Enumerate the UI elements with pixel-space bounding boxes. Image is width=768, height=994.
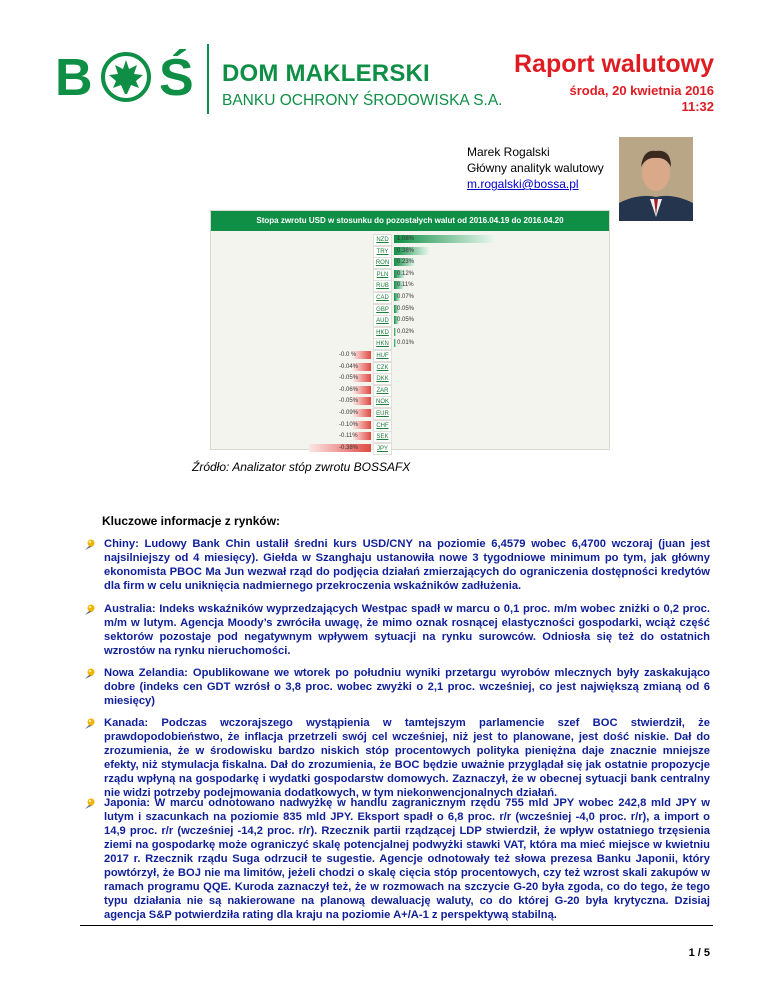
chart-row bbox=[211, 396, 609, 408]
chart-row bbox=[211, 408, 609, 420]
return-value-label: 0.07% bbox=[397, 294, 415, 300]
report-time: 11:32 bbox=[681, 99, 714, 114]
return-value-label: -0.10% bbox=[339, 421, 359, 428]
return-value-label: -0.05% bbox=[339, 375, 359, 382]
chart-row bbox=[211, 385, 609, 397]
logo-letter-s: Ś bbox=[159, 49, 194, 107]
return-value-label: -0.06% bbox=[339, 386, 359, 393]
chart-row bbox=[211, 338, 609, 350]
return-value-label: 1.08% bbox=[397, 236, 415, 242]
currency-label[interactable]: PLN bbox=[373, 269, 392, 281]
bullet-pin-icon bbox=[82, 603, 96, 617]
brand-subtitle: BANKU OCHRONY ŚRODOWISKA S.A. bbox=[222, 92, 503, 109]
currency-label[interactable]: RON bbox=[373, 257, 392, 269]
bullet-canada bbox=[82, 716, 710, 800]
bullet-new-zealand bbox=[82, 666, 710, 708]
chart-row bbox=[211, 420, 609, 432]
currency-label[interactable]: NZD bbox=[373, 234, 392, 246]
analyst-name: Marek Rogalski bbox=[467, 145, 550, 159]
bullet-australia bbox=[82, 602, 710, 658]
currency-label[interactable]: DKK bbox=[373, 373, 392, 385]
bullet-text: Nowa Zelandia: Opublikowane we wtorek po południu wyniki przetargu wyrobów mlecznych były zaskakująco dobre (indeks cen GDT wzrósł o 3,8 proc. wobec zwyżki o 2,1 proc. wcześniej, co jest największą zmianą od 6 miesięcy) bbox=[104, 667, 710, 707]
chart-row bbox=[211, 315, 609, 327]
logo-divider bbox=[207, 44, 209, 114]
chart-caption: Źródło: Analizator stóp zwrotu BOSSAFX bbox=[192, 460, 411, 474]
analyst-photo bbox=[619, 137, 693, 221]
analyst-email-link[interactable]: m.rogalski@bossa.pl bbox=[467, 177, 579, 191]
currency-label[interactable]: NOK bbox=[373, 396, 392, 408]
return-value-label: 0.12% bbox=[397, 270, 415, 277]
chart-row bbox=[211, 373, 609, 385]
chart-row bbox=[211, 246, 609, 258]
chart-row bbox=[211, 234, 609, 246]
analyst-block bbox=[467, 144, 604, 192]
returns-chart bbox=[210, 210, 610, 450]
currency-label[interactable]: GBP bbox=[373, 304, 392, 316]
analyst-portrait-icon bbox=[619, 137, 693, 221]
currency-label[interactable]: EUR bbox=[373, 408, 392, 420]
return-bar bbox=[394, 328, 396, 336]
page-number: 1 / 5 bbox=[688, 947, 710, 959]
chart-row bbox=[211, 292, 609, 304]
return-value-label: 0.38% bbox=[397, 247, 415, 254]
currency-label[interactable]: HKN bbox=[373, 338, 392, 350]
bullet-text: Australia: Indeks wskaźników wyprzedzających Westpac spadł w marcu o 0,1 proc. m/m wobec zniżki o 0,2 proc. m/m w lutym. Agencja Moody’s zwróciła uwagę, że mimo oznak rosnącej elastyczności gospodarki, wciąż część sektorów pozostaje pod negatywnym wpływem sytuacji na rynku surowców. Odniosła się też do ostatnich wzrostów na rynku nieruchomości. bbox=[104, 603, 710, 657]
return-value-label: 0.05% bbox=[397, 317, 415, 324]
return-value-label: 0.01% bbox=[397, 340, 415, 347]
return-value-label: -0.38% bbox=[339, 444, 359, 451]
currency-label[interactable]: CAD bbox=[373, 292, 392, 304]
chart-title bbox=[211, 211, 609, 231]
return-value-label: 0.23% bbox=[397, 259, 415, 266]
currency-label[interactable]: ZAR bbox=[373, 385, 392, 397]
footer-rule bbox=[80, 925, 713, 926]
chart-row bbox=[211, 327, 609, 339]
currency-label[interactable]: HKD bbox=[373, 327, 392, 339]
return-value-label: -0.0 % bbox=[339, 352, 357, 358]
bullet-text: Chiny: Ludowy Bank Chin ustalił średni kurs USD/CNY na poziomie 6,4579 wobec 6,4700 wczoraj (juan jest najsilniejszy od 4 miesięcy). Giełda w Szanghaju ustanowiła nowe 3 tygodniowe minimum po tym, jak główny ekonomista PBOC Ma Jun wezwał rząd do podjęcia działań zmierzających do ograniczenia dostępności kredytów dla firm w celu uniknięcia nadmiernego przekroczenia wskaźników zadłużenia. bbox=[104, 538, 710, 592]
report-date: środa, 20 kwietnia 2016 bbox=[569, 83, 714, 98]
return-bar bbox=[394, 339, 396, 347]
logo-letter-b: B bbox=[55, 49, 93, 107]
chart-row bbox=[211, 269, 609, 281]
return-value-label: 0.02% bbox=[397, 328, 415, 335]
return-value-label: -0.11% bbox=[339, 433, 358, 440]
leaf-logo-icon bbox=[101, 52, 151, 102]
return-value-label: -0.04% bbox=[339, 363, 359, 370]
return-value-label: -0.05% bbox=[339, 398, 359, 405]
bos-logo bbox=[55, 48, 205, 108]
bullet-china bbox=[82, 537, 710, 593]
report-title: Raport walutowy bbox=[513, 50, 714, 78]
chart-row bbox=[211, 304, 609, 316]
bullet-pin-icon bbox=[82, 538, 96, 552]
currency-label[interactable]: RUB bbox=[373, 280, 392, 292]
currency-label[interactable]: HUF bbox=[373, 350, 392, 362]
chart-row bbox=[211, 362, 609, 374]
return-value-label: -0.09% bbox=[339, 410, 359, 416]
chart-row bbox=[211, 443, 609, 455]
currency-label[interactable]: CZK bbox=[373, 362, 392, 374]
chart-row bbox=[211, 257, 609, 269]
return-value-label: 0.11% bbox=[397, 282, 414, 289]
chart-row bbox=[211, 280, 609, 292]
chart-row bbox=[211, 350, 609, 362]
bullet-japan bbox=[82, 796, 710, 922]
currency-label[interactable]: CHF bbox=[373, 420, 392, 432]
currency-label[interactable]: JPY bbox=[373, 443, 392, 455]
bullet-pin-icon bbox=[82, 717, 96, 731]
bullet-text: Kanada: Podczas wczorajszego wystąpienia w tamtejszym parlamencie szef BOC stwierdził, że prawdopodobieństwo, że inflacja przetrzeli swój cel wcześniej, niż jest to planowane, jest dość niskie. Dał do zrozumienia, że w środowisku bardzo niskich stóp procentowych polityka pieniężna daje znacznie mniejsze efekty, niż stymulacja fiskalna. Dał do zrozumienia, że BOC będzie uważnie przyglądał się jak ostatnie propozycje rządu wpłyną na gospodarkę i wydatki gospodarstw domowych. Zaznaczył, że w obecnej sytuacji bank centralny nie widzi potrzeby podejmowania dodatkowych, w tym niekonwencjonalnych działań. bbox=[104, 717, 710, 799]
return-value-label: 0.05% bbox=[397, 305, 415, 312]
currency-label[interactable]: AUD bbox=[373, 315, 392, 327]
currency-label[interactable]: SEK bbox=[373, 431, 392, 443]
currency-label[interactable]: TRY bbox=[373, 246, 392, 258]
section-title: Kluczowe informacje z rynków: bbox=[102, 514, 281, 528]
chart-row bbox=[211, 431, 609, 443]
chart-title-text: Stopa zwrotu USD w stosunku do pozostałych walut od 2016.04.19 do 2016.04.20 bbox=[256, 216, 564, 225]
analyst-role: Główny analityk walutowy bbox=[467, 161, 604, 175]
bullet-text: Japonia: W marcu odnotowano nadwyżkę w handlu zagranicznym rzędu 755 mld JPY wobec 242,8 mld JPY w lutym i szacunkach na poziomie 835 mld JPY. Eksport spadł o 6,8 proc. r/r (wcześniej -4,0 proc. r/r), a import o 14,9 proc. r/r (wcześniej -14,2 proc. r/r). Rzecznik partii rządzącej LDP stwierdził, że wpływ ostatniego trzęsienia ziemi na gospodarkę może ograniczyć skalę potencjalnej podwyżki stawki VAT, która ma mieć miejsce w kwietniu 2017 r. Rzecznik rządu Suga odrzucił te sugestie. Agencje odnotowały też słowa prezesa Banku Japonii, który powtórzył, że BOJ nie ma limitów, jeżeli chodzi o skalę cięcia stóp procentowych, czy też wzrost skali zakupów w ramach programu QQE. Kuroda zaznaczył też, że w rozmowach na szczycie G-20 była zgoda, co do tego, że tego typu działania nie są nakierowane na planową dewaluację waluty, co do której G-20 była krytyczna. Dzisiaj agencja S&P potwierdziła rating dla kraju na poziomie A+/A-1 z perspektywą stabilną. bbox=[104, 797, 710, 921]
bullet-pin-icon bbox=[82, 797, 96, 811]
bullet-pin-icon bbox=[82, 667, 96, 681]
brand-title: DOM MAKLERSKI bbox=[222, 60, 430, 87]
